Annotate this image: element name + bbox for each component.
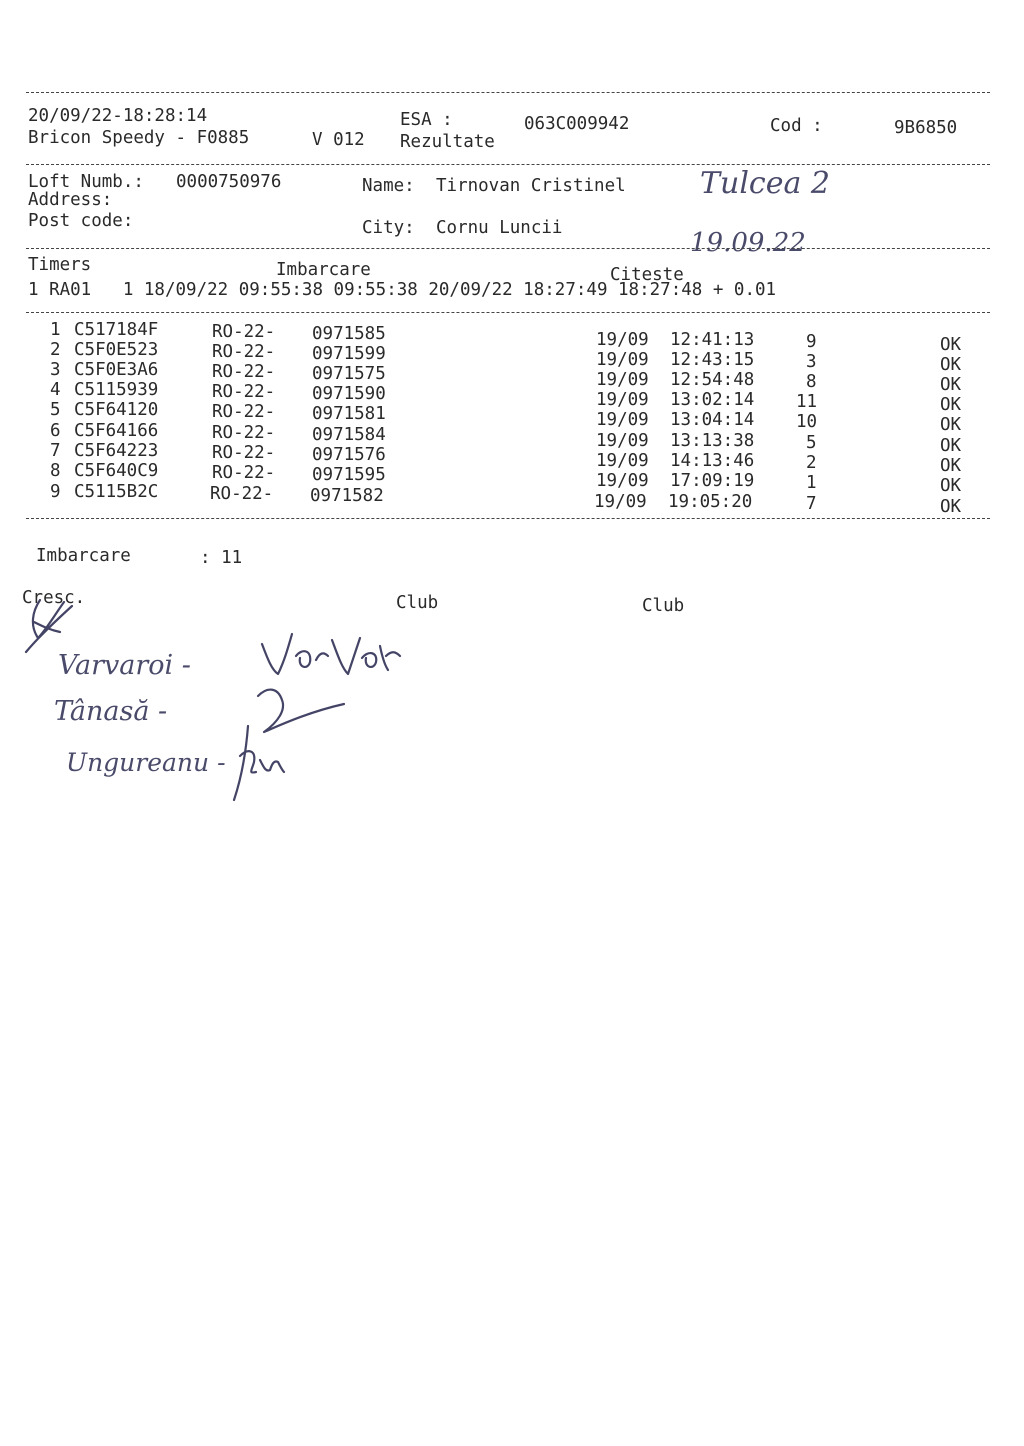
ring-number: 0971584 bbox=[312, 425, 386, 445]
chip-id: C5F0E523 bbox=[74, 340, 159, 360]
arrival-date: 19/09 bbox=[596, 451, 649, 471]
status: OK bbox=[940, 335, 962, 355]
top-rule bbox=[26, 92, 990, 93]
arrival-date: 19/09 bbox=[596, 350, 649, 370]
club-label-2: Club bbox=[642, 596, 685, 616]
ring-number: 0971575 bbox=[312, 364, 386, 384]
signature-1 bbox=[258, 626, 408, 676]
imbarcare-header: Imbarcare bbox=[276, 260, 371, 280]
header-rule bbox=[26, 164, 990, 165]
status: OK bbox=[940, 355, 962, 375]
signature-3 bbox=[226, 716, 296, 806]
position: 8 bbox=[806, 372, 817, 392]
header-program: Bricon Speedy - F0885 bbox=[28, 128, 250, 148]
row-number: 8 bbox=[50, 461, 61, 481]
arrival-date: 19/09 bbox=[596, 330, 649, 350]
status: OK bbox=[940, 395, 962, 415]
name-label: Name: bbox=[362, 176, 415, 196]
ring-number: 0971581 bbox=[312, 404, 386, 424]
fancier-rule bbox=[26, 248, 990, 249]
status: OK bbox=[940, 436, 962, 456]
ring-country: RO-22- bbox=[212, 342, 276, 362]
row-number: 9 bbox=[50, 482, 61, 502]
cresc-label: Cresc. bbox=[22, 588, 86, 608]
position: 11 bbox=[796, 392, 818, 412]
arrival-time: 12:54:48 bbox=[670, 370, 755, 390]
ring-number: 0971585 bbox=[312, 324, 386, 344]
ring-country: RO-22- bbox=[212, 423, 276, 443]
position: 10 bbox=[796, 412, 818, 432]
arrival-time: 17:09:19 bbox=[670, 471, 755, 491]
status: OK bbox=[940, 497, 962, 517]
arrival-time: 12:41:13 bbox=[670, 330, 755, 350]
timer-row: 1 RA01 1 18/09/22 09:55:38 09:55:38 20/09/22 18:27:49 18:27:48 + 0.01 bbox=[28, 280, 777, 300]
arrival-date: 19/09 bbox=[596, 431, 649, 451]
arrival-date: 19/09 bbox=[594, 492, 647, 512]
position: 1 bbox=[806, 473, 817, 493]
name-value: Tirnovan Cristinel bbox=[436, 176, 626, 196]
status: OK bbox=[940, 476, 962, 496]
row-number: 6 bbox=[50, 421, 61, 441]
row-number: 5 bbox=[50, 400, 61, 420]
arrival-date: 19/09 bbox=[596, 390, 649, 410]
esa-label: ESA : bbox=[400, 110, 453, 130]
status: OK bbox=[940, 456, 962, 476]
chip-id: C5F640C9 bbox=[74, 461, 159, 481]
ring-number: 0971582 bbox=[310, 486, 384, 506]
cod-label: Cod : bbox=[770, 116, 823, 136]
esa-value: 063C009942 bbox=[524, 114, 630, 134]
arrival-date: 19/09 bbox=[596, 410, 649, 430]
address-label: Address: bbox=[28, 190, 113, 210]
citeste-header: Citeste bbox=[610, 265, 684, 285]
ring-number: 0971595 bbox=[312, 465, 386, 485]
arrival-time: 13:04:14 bbox=[670, 410, 755, 430]
city-label: City: bbox=[362, 218, 415, 238]
arrival-time: 19:05:20 bbox=[668, 492, 753, 512]
summary-imbarcare-label: Imbarcare bbox=[36, 546, 131, 566]
status: OK bbox=[940, 375, 962, 395]
ring-country: RO-22- bbox=[212, 402, 276, 422]
row-number: 7 bbox=[50, 441, 61, 461]
arrival-time: 13:13:38 bbox=[670, 431, 755, 451]
position: 7 bbox=[806, 494, 817, 514]
ring-country: RO-22- bbox=[212, 443, 276, 463]
arrival-time: 12:43:15 bbox=[670, 350, 755, 370]
ring-country: RO-22- bbox=[212, 362, 276, 382]
handwritten-name-3: Ungureanu - bbox=[66, 748, 226, 777]
club-label-1: Club bbox=[396, 593, 439, 613]
position: 3 bbox=[806, 352, 817, 372]
timers-label: Timers bbox=[28, 255, 92, 275]
results-rule bbox=[26, 518, 990, 519]
timers-rule bbox=[26, 312, 990, 313]
header-datetime: 20/09/22-18:28:14 bbox=[28, 106, 208, 126]
ring-number: 0971590 bbox=[312, 384, 386, 404]
arrival-date: 19/09 bbox=[596, 471, 649, 491]
position: 9 bbox=[806, 332, 817, 352]
handwritten-name-2: Tânasă - bbox=[54, 696, 168, 727]
chip-id: C5F64223 bbox=[74, 441, 159, 461]
chip-id: C5F0E3A6 bbox=[74, 360, 159, 380]
loft-label: Loft Numb.: bbox=[28, 172, 144, 192]
ring-country: RO-22- bbox=[210, 484, 274, 504]
summary-imbarcare-value: : 11 bbox=[200, 548, 243, 568]
loft-value: 0000750976 bbox=[176, 172, 282, 192]
arrival-time: 13:02:14 bbox=[670, 390, 755, 410]
handwritten-name-1: Varvaroi - bbox=[58, 650, 191, 681]
chip-id: C5115B2C bbox=[74, 482, 159, 502]
city-value: Cornu Luncii bbox=[436, 218, 563, 238]
chip-id: C5115939 bbox=[74, 380, 159, 400]
rezultate-label: Rezultate bbox=[400, 132, 495, 152]
row-number: 1 bbox=[50, 320, 61, 340]
row-number: 4 bbox=[50, 380, 61, 400]
header-version: V 012 bbox=[312, 130, 365, 150]
ring-number: 0971599 bbox=[312, 344, 386, 364]
arrival-date: 19/09 bbox=[596, 370, 649, 390]
handwritten-location: Tulcea 2 bbox=[700, 166, 830, 201]
handwritten-date: 19.09.22 bbox=[690, 228, 806, 258]
row-number: 3 bbox=[50, 360, 61, 380]
position: 5 bbox=[806, 433, 817, 453]
ring-country: RO-22- bbox=[212, 322, 276, 342]
ring-country: RO-22- bbox=[212, 382, 276, 402]
row-number: 2 bbox=[50, 340, 61, 360]
chip-id: C5F64166 bbox=[74, 421, 159, 441]
arrival-time: 14:13:46 bbox=[670, 451, 755, 471]
chip-id: C517184F bbox=[74, 320, 159, 340]
chip-id: C5F64120 bbox=[74, 400, 159, 420]
ring-country: RO-22- bbox=[212, 463, 276, 483]
status: OK bbox=[940, 415, 962, 435]
position: 2 bbox=[806, 453, 817, 473]
ring-number: 0971576 bbox=[312, 445, 386, 465]
cod-value: 9B6850 bbox=[894, 118, 958, 138]
postcode-label: Post code: bbox=[28, 211, 134, 231]
